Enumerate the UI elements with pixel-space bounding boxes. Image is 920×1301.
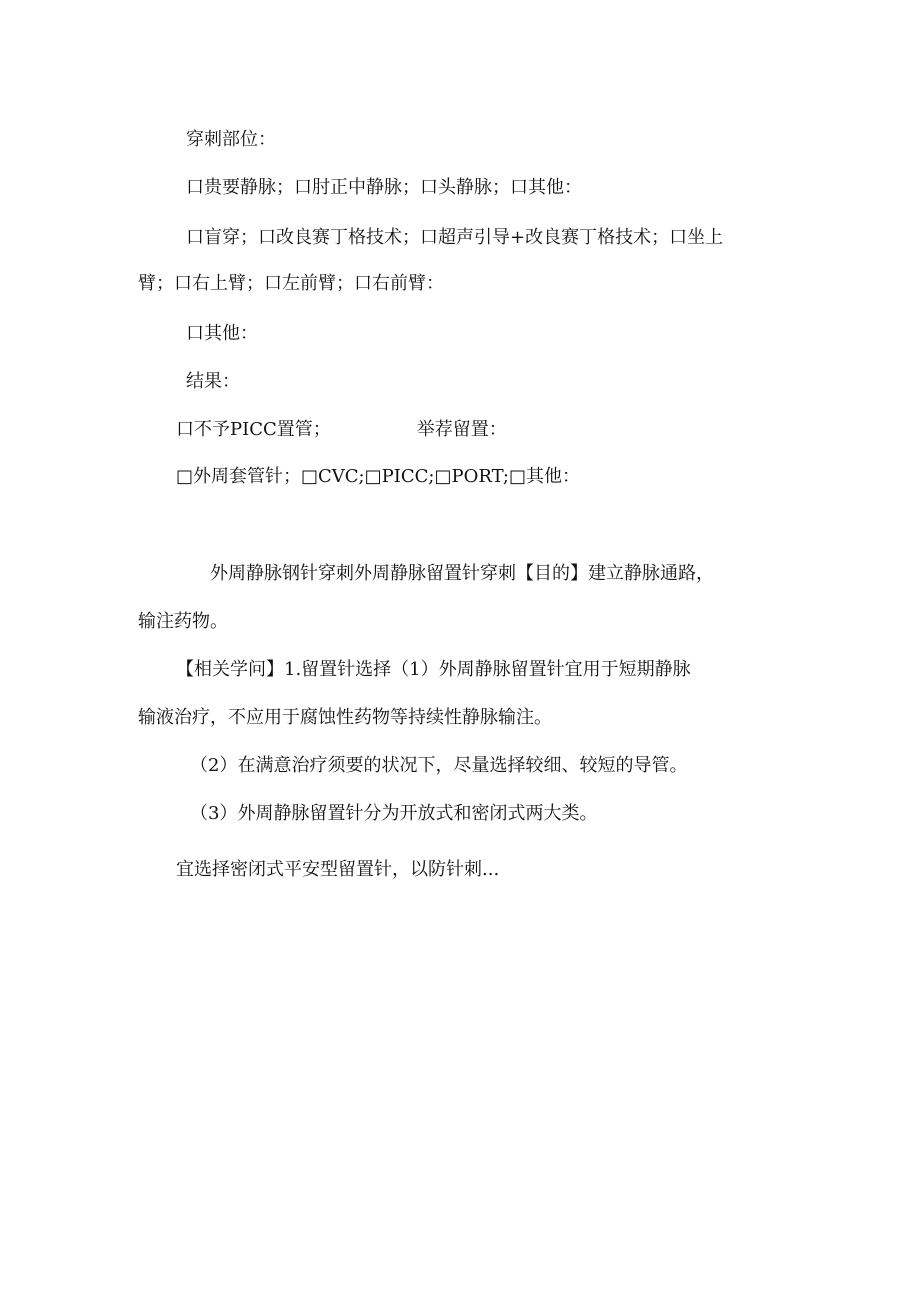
result-recommend: 举荐留置： xyxy=(416,419,507,440)
knowledge-item-2: （2）在满意治疗须要的状况下，尽量选择较细、较短的导管。 xyxy=(190,755,688,776)
last-line: 宜选择密闭式平安型留置针，以防针刺... xyxy=(176,859,500,880)
knowledge-line-2: 输液治疗，不应用于腐蚀性药物等持续性静脉输注。 xyxy=(138,707,552,728)
knowledge-item-3: （3）外周静脉留置针分为开放式和密闭式两大类。 xyxy=(190,803,598,824)
result-row xyxy=(176,418,507,442)
technique-line-2: 臂；口右上臂；口左前臂；口右前臂： xyxy=(138,273,444,294)
purpose-line-1: 外周静脉钢针穿刺外周静脉留置针穿刺【目的】建立静脉通路， xyxy=(210,563,714,584)
device-options: □外周套管针；□CVC;□PICC;□PORT;□其他： xyxy=(176,466,581,487)
purpose-line-2: 输注药物。 xyxy=(138,611,228,632)
result-no-picc: 口不予PICC置管； xyxy=(176,419,331,440)
puncture-site-label: 穿刺部位： xyxy=(186,129,276,150)
vein-options: 口贵要静脉；口肘正中静脉；口头静脉；口其他： xyxy=(186,177,582,198)
other-option: 口其他： xyxy=(186,323,258,344)
result-label: 结果： xyxy=(186,371,240,392)
knowledge-line-1: 【相关学问】1.留置针选择（1）外周静脉留置针宜用于短期静脉 xyxy=(176,659,691,680)
technique-line-1: 口盲穿；口改良赛丁格技术；口超声引导+改良赛丁格技术；口坐上 xyxy=(186,227,724,248)
